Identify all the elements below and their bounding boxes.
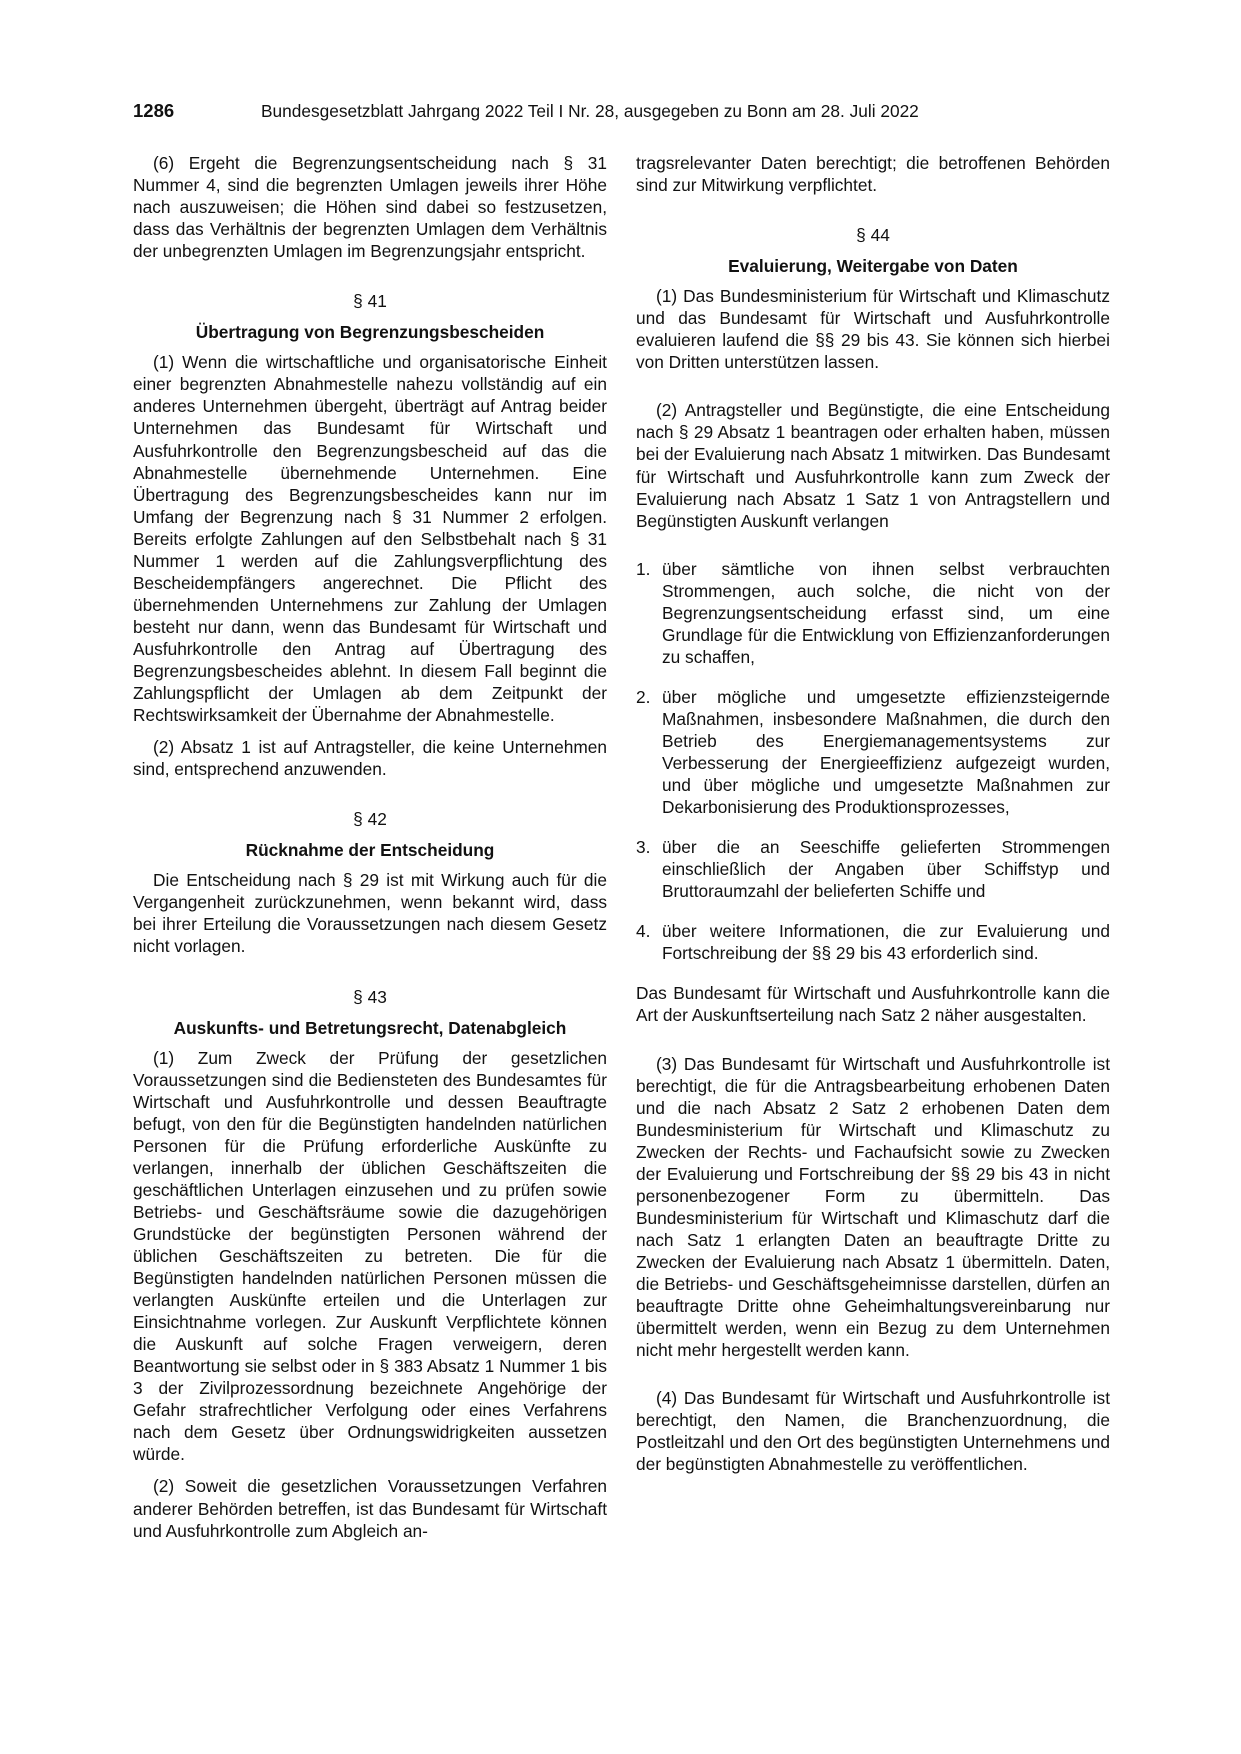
paragraph-43-2-continued: tragsrelevanter Daten berechtigt; die betroffenen Behörden sind zur Mitwirkung verpflichtet. <box>636 153 1110 196</box>
section-43-title: Auskunfts- und Betretungsrecht, Datenabgleich <box>173 1017 567 1038</box>
paragraph-40-6: (6) Ergeht die Begrenzungsentscheidung nach § 31 Nummer 4, sind die begrenzten Umlagen jeweils ihrer Höhe nach auszuweisen; die Höhen sind dabei so festzusetzen, dass das Verhältnis der begrenzten Umlagen dem Verhältnis der unbegrenzten Umlagen im Begrenzungsjahr entspricht. <box>133 153 607 262</box>
paragraph-41-2: (2) Absatz 1 ist auf Antragsteller, die keine Unternehmen sind, entsprechend anzuwenden. <box>133 737 607 780</box>
spacer <box>636 542 1110 558</box>
paragraph-44-2-closing: Das Bundesamt für Wirtschaft und Ausfuhrkontrolle kann die Art der Auskunftserteilung nach Satz 2 näher ausgestalten. <box>636 983 1110 1026</box>
paragraph-44-3: (3) Das Bundesamt für Wirtschaft und Ausfuhrkontrolle ist berechtigt, die für die Antragsbearbeitung erhobenen Daten und die nach Absatz 2 Satz 2 erhobenen Daten dem Bundesministerium für Wirtschaft und Klimaschutz zu Zwecken der Rechts- und Fachaufsicht sowie zu Zwecken der Evaluierung und Fortschreibung der §§ 29 bis 43 in nicht personenbezogener Form zu übermitteln. Das Bundesministerium für Wirtschaft und Klimaschutz darf die nach Satz 1 erlangten Daten an beauftragte Dritte zu Zwecken der Evaluierung nach Absatz 1 übermitteln. Daten, die Betriebs- und Geschäftsgeheimnisse darstellen, dürfen an beauftragte Dritte ohne Geheimhaltungsvereinbarung nur übermittelt werden, wenn ein Bezug zu dem Unternehmen nicht mehr hergestellt werden kann. <box>636 1053 1110 1361</box>
list-item-number: 4. <box>636 921 651 942</box>
paragraph-44-1: (1) Das Bundesministerium für Wirtschaft und Klimaschutz und das Bundesamt für Wirtschaft und Ausfuhrkontrolle evaluieren laufend die §§ 29 bis 43. Sie können sich hierbei von Dritten unterstützen lassen. <box>636 286 1110 373</box>
list-item-number: 1. <box>636 558 651 579</box>
page-number: 1286 <box>133 100 175 121</box>
page-header <box>133 100 1110 130</box>
paragraph-44-4: (4) Das Bundesamt für Wirtschaft und Ausfuhrkontrolle ist berechtigt, den Namen, die Branchenzuordnung, die Postleitzahl und den Ort des begünstigten Unternehmens und der begünstigten Abnahmestelle zu veröffentlichen. <box>636 1388 1110 1475</box>
section-42-number: § 42 <box>353 809 387 830</box>
paragraph-43-2: (2) Soweit die gesetzlichen Voraussetzungen Verfahren anderer Behörden betreffen, ist das Bundesamt für Wirtschaft und Ausfuhrkontrolle zum Abgleich an- <box>133 1476 607 1541</box>
list-item <box>636 558 1110 668</box>
section-42-title: Rücknahme der Entscheidung <box>245 840 495 861</box>
list-item <box>636 836 1110 902</box>
running-title: Bundesgesetzblatt Jahrgang 2022 Teil I Nr. 28, ausgegeben zu Bonn am 28. Juli 2022 <box>261 101 919 121</box>
list-item-text: über weitere Informationen, die zur Evaluierung und Fortschreibung der §§ 29 bis 43 erforderlich sind. <box>662 921 1110 964</box>
paragraph-44-2: (2) Antragsteller und Begünstigte, die eine Entscheidung nach § 29 Absatz 1 beantragen oder erhalten haben, müssen bei der Evaluierung nach Absatz 1 mitwirken. Das Bundesamt für Wirtschaft und Ausfuhrkontrolle kann zum Zweck der Evaluierung nach Absatz 1 Satz 1 von Antragstellern und Begünstigten Auskunft verlangen <box>636 400 1110 531</box>
section-41-number: § 41 <box>353 291 387 312</box>
list-item <box>636 920 1110 964</box>
list-item-text: über mögliche und umgesetzte effizienzsteigernde Maßnahmen, insbesondere Maßnahmen, die durch den Betrieb des Energiemanagementsystems zur Verbesserung der Energieeffizienz aufgezeigt wurden, und über mögliche und umgesetzte Maßnahmen zur Dekarbonisierung des Produktionsprozesses, <box>662 686 1110 818</box>
section-41-title: Übertragung von Begrenzungsbescheiden <box>195 322 545 343</box>
paragraph-42: Die Entscheidung nach § 29 ist mit Wirkung auch für die Vergangenheit zurückzunehmen, wenn bekannt wird, dass bei ihrer Erteilung die Voraussetzungen nach diesem Gesetz nicht vorlagen. <box>133 870 607 957</box>
spacer <box>636 1371 1110 1387</box>
list-item <box>636 686 1110 818</box>
paragraph-41-1: (1) Wenn die wirtschaftliche und organisatorische Einheit einer begrenzten Abnahmestelle nahezu vollständig auf ein anderes Unternehmen übergeht, überträgt auf Antrag beider Unternehmen das Bundesamt für Wirtschaft und Ausfuhrkontrolle den Begrenzungsbescheid auf das die Abnahmestelle übernehmende Unternehmen. Eine Übertragung des Begrenzungsbescheides kann nur im Umfang der Begrenzung nach § 31 Nummer 2 erfolgen. Bereits erfolgte Zahlungen auf den Selbstbehalt nach § 31 Nummer 1 werden auf die Zahlungsverpflichtung des Bescheidempfängers angerechnet. Die Pflicht des übernehmenden Unternehmens zur Zahlung der Umlagen besteht nur dann, wenn das Bundesamt für Wirtschaft und Ausfuhrkontrolle den Antrag auf Übertragung des Begrenzungsbescheides ablehnt. In diesem Fall beginnt die Zahlungspflicht der Umlagen ab dem Zeitpunkt der Rechtswirksamkeit der Übernahme der Abnahmestelle. <box>133 352 607 726</box>
list-item-text: über die an Seeschiffe gelieferten Strommengen einschließlich der Angaben über Schiffstyp und Bruttoraumzahl der belieferten Schiffe und <box>662 837 1110 902</box>
list-item-number: 2. <box>636 686 651 707</box>
enumerated-list <box>636 558 1110 965</box>
list-item-number: 3. <box>636 837 651 858</box>
section-44-number: § 44 <box>856 225 890 246</box>
section-43-number: § 43 <box>353 986 387 1007</box>
spacer <box>636 1037 1110 1053</box>
left-column <box>133 152 607 1552</box>
section-44-title: Evaluierung, Weitergabe von Daten <box>728 256 1018 277</box>
paragraph-43-1: (1) Zum Zweck der Prüfung der gesetzlichen Voraussetzungen sind die Bediensteten des Bundesamtes für Wirtschaft und Ausfuhrkontrolle und dessen Beauftragte befugt, von den für die Begünstigten handelnden natürlichen Personen für die Prüfung erforderliche Auskünfte zu verlangen, innerhalb der üblichen Geschäftszeiten die geschäftlichen Unterlagen einzusehen und zu prüfen sowie Betriebs- und Geschäftsräume sowie die dazugehörigen Grundstücke der begünstigten Personen während der üblichen Geschäftszeiten zu betreten. Die für die Begünstigten handelnden natürlichen Personen müssen die verlangten Auskünfte erteilen und die Unterlagen zur Einsichtnahme vorlegen. Zur Auskunft Verpflichtete können die Auskunft auf solche Fragen verweigern, deren Beantwortung sie selbst oder in § 383 Absatz 1 Nummer 1 bis 3 der Zivilprozessordnung bezeichnete Angehörige der Gefahr strafrechtlicher Verfolgung oder eines Verfahrens nach dem Gesetz über Ordnungswidrigkeiten aussetzen würde. <box>133 1047 607 1465</box>
right-column <box>636 152 1110 1485</box>
list-item-text: über sämtliche von ihnen selbst verbrauchten Strommengen, auch solche, die nicht von der Begrenzungsentscheidung erfasst sind, um eine Grundlage für die Entwicklung von Effizienzanforderungen zu schaffen, <box>662 558 1110 667</box>
spacer <box>636 383 1110 399</box>
